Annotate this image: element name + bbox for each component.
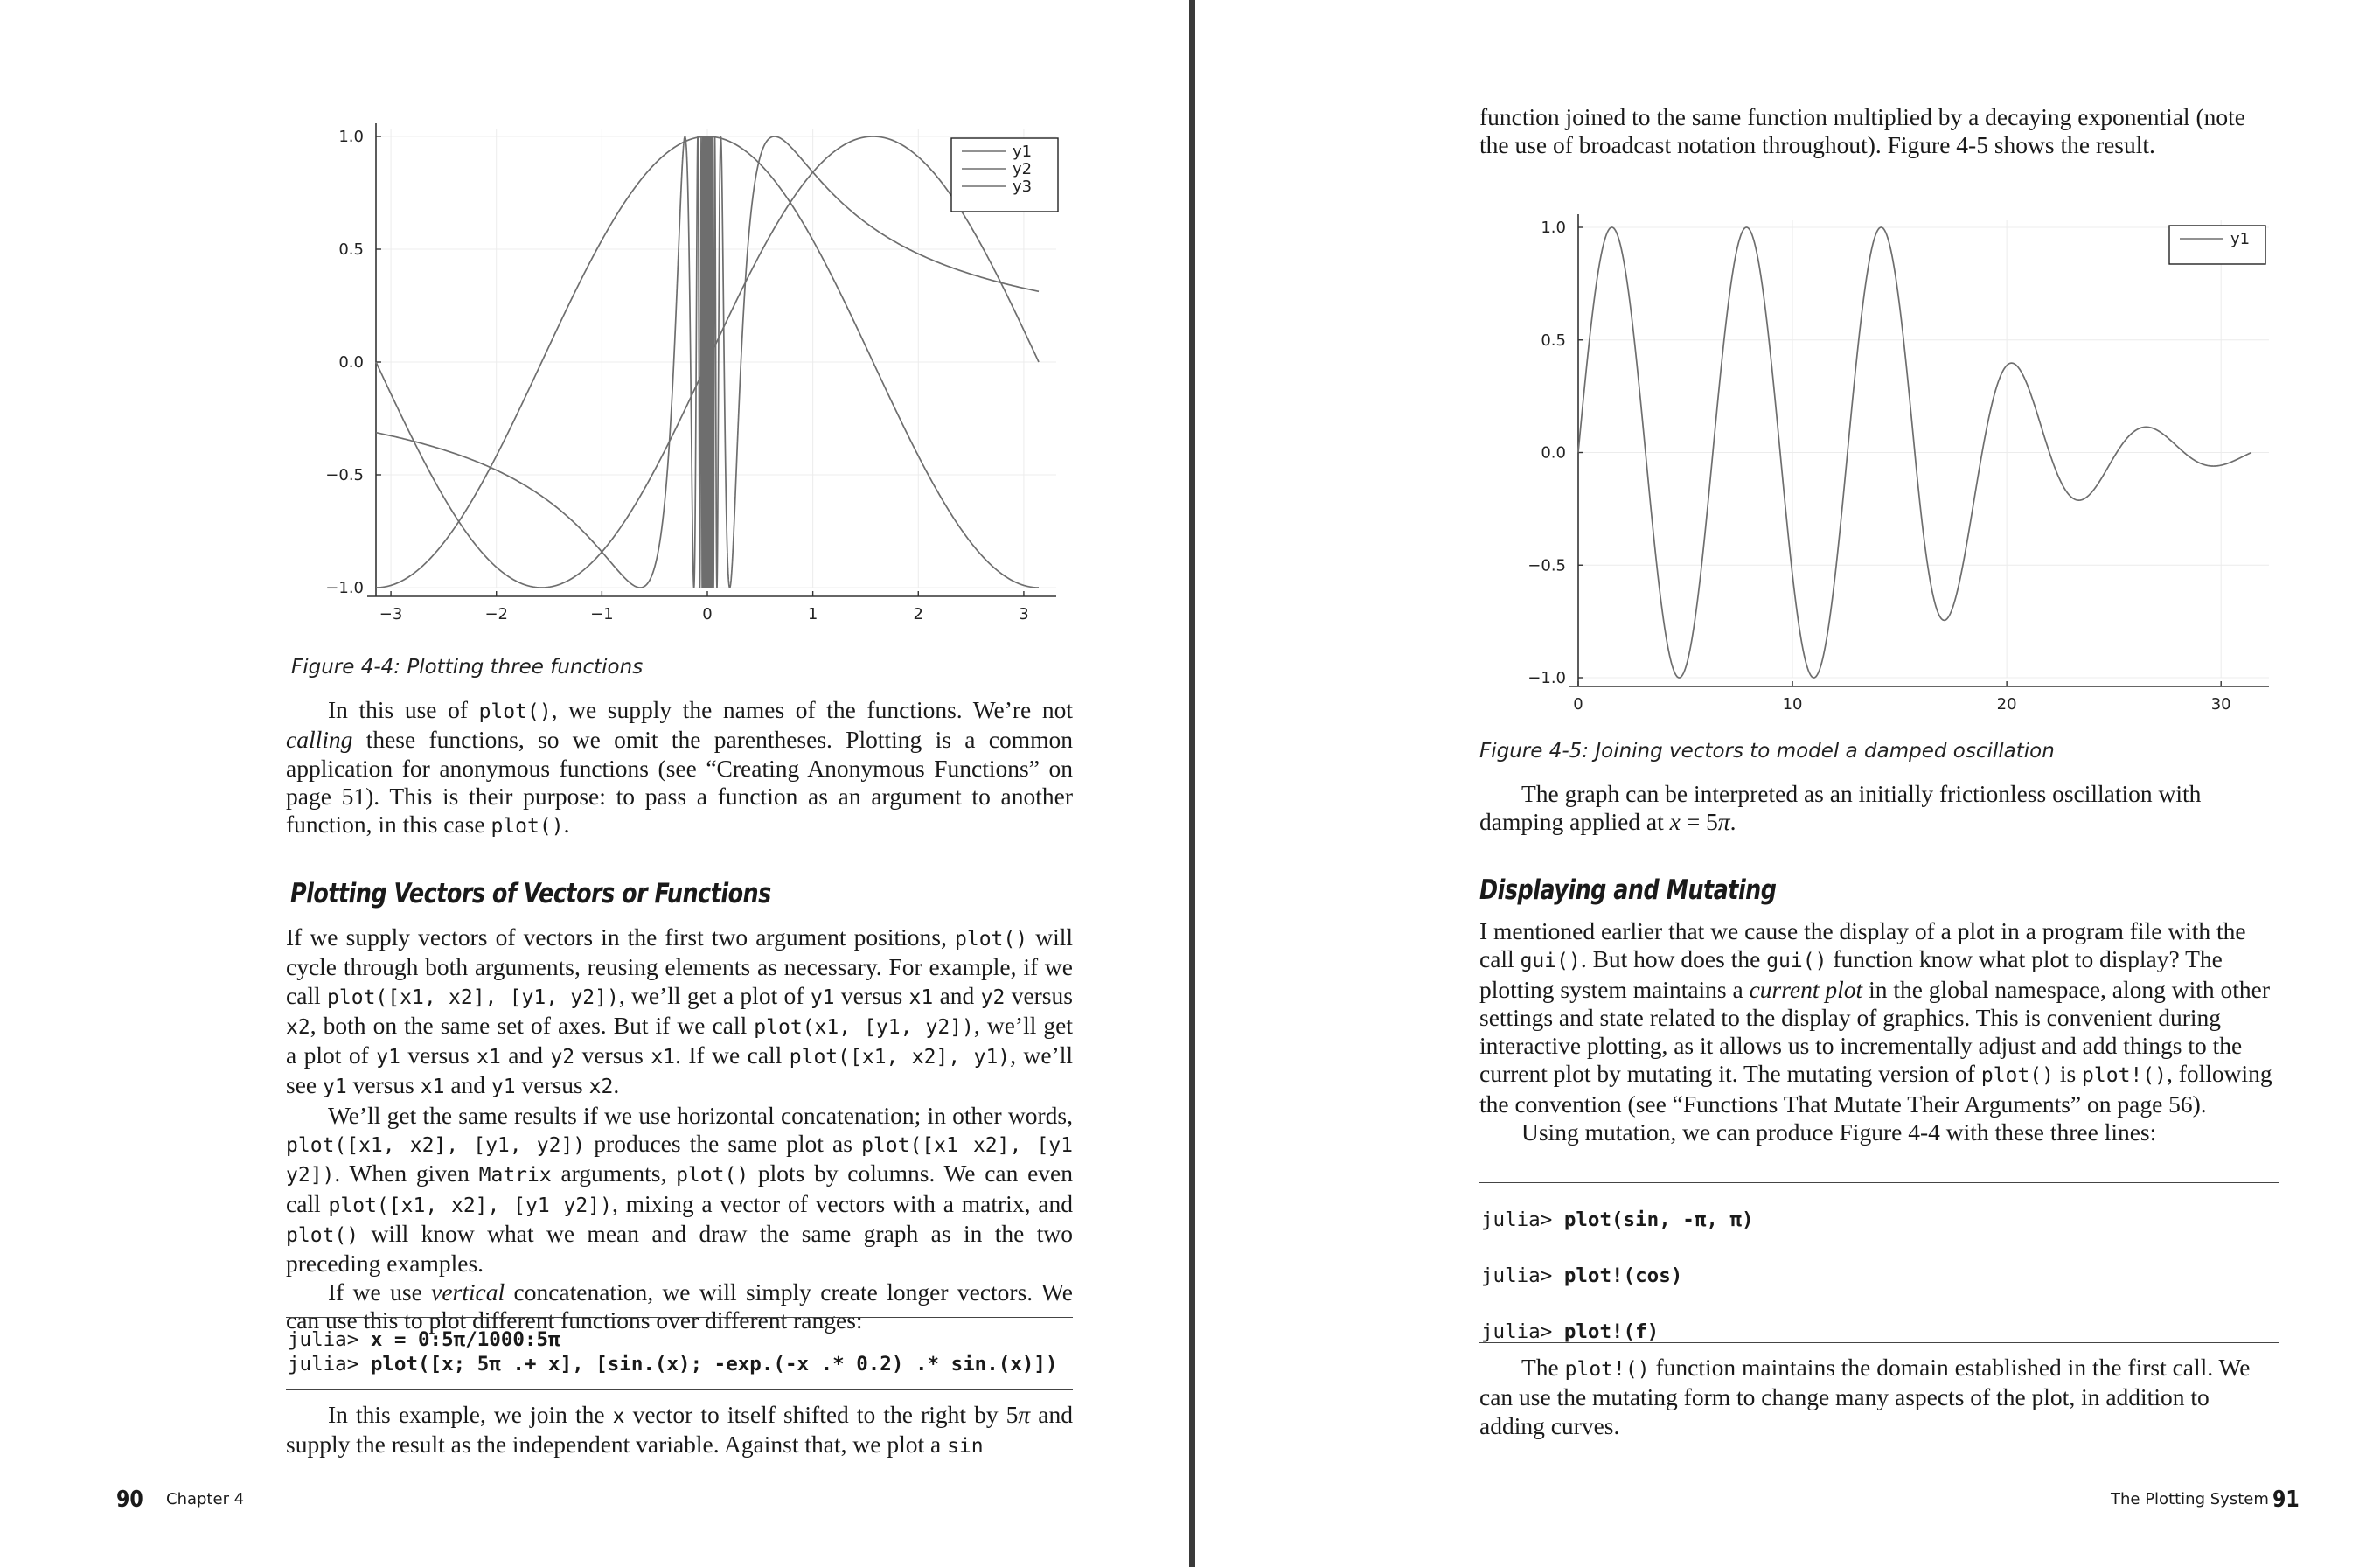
paragraph-current-plot: I mentioned earlier that we cause the display of a plot in a program file with the call gui(). But how does the gui() function know what plot to display? The plotting system maintains a current plot in the global namespace, along with other settings and state related to the display of graphics. This is convenient during interactive plotting, as it allows us to incrementally adjust and add things to the current plot by mutating it. The mutating version of plot() is plot!(), following the convention (see “Functions That Mutate Their Arguments” on page 56). bbox=[1479, 917, 2272, 1118]
code-rule-bottom bbox=[286, 1389, 1073, 1390]
paragraph-vertical-concatenation: If we use vertical concatenation, we will simply create longer vectors. We can use this to plot different functions over different ranges: bbox=[286, 1278, 1073, 1334]
right-body-lower bbox=[1479, 917, 2279, 1146]
chapter-label: Chapter 4 bbox=[166, 1490, 245, 1508]
x-tick-label: 0 bbox=[702, 605, 713, 623]
x-tick-label: 3 bbox=[1019, 605, 1029, 623]
figure-4-5-chart bbox=[1473, 201, 2295, 726]
x-tick-label: 30 bbox=[2210, 695, 2231, 714]
x-tick-label: −3 bbox=[379, 605, 403, 623]
legend-box bbox=[2169, 226, 2265, 264]
y-tick-label: 0.5 bbox=[338, 240, 364, 259]
x-tick-label: 1 bbox=[807, 605, 818, 623]
code-rule-top bbox=[1479, 1182, 2279, 1183]
y-tick-label: −0.5 bbox=[1528, 556, 1566, 575]
right-page bbox=[1195, 0, 2380, 1567]
paragraph-anonymous-functions: In this use of plot(), we supply the names of the functions. We’re not calling these functions, so we omit the parentheses. Plotting is a common application for anonymous functions (see “Creating Anonymous Functions” on page 51). This is their purpose: to pass a function as an argument to another function, in this case plot(). bbox=[286, 696, 1073, 839]
legend-label: y1 bbox=[1013, 143, 1033, 161]
code-line: julia> plot!(f) bbox=[1481, 1320, 1660, 1343]
figure-4-5-caption: Figure 4-5: Joining vectors to model a damped oscillation bbox=[1479, 740, 2055, 763]
y-tick-label: 0.0 bbox=[338, 353, 364, 372]
y-tick-label: 1.0 bbox=[338, 128, 364, 146]
section-heading-displaying-mutating: Displaying and Mutating bbox=[1479, 874, 1777, 906]
right-folio bbox=[2272, 1487, 2304, 1513]
paragraph-vectors-of-vectors: If we supply vectors of vectors in the first two argument positions, plot() will cycle through both arguments, reusing elements as necessary. For example, if we call plot([x1, x2], [y1, y2]), we’ll get a plot of y1 versus x1 and y2 versus x2, both on the same set of axes. But if we call plot(x1, [y1, y2]), we’ll get a plot of y1 versus x1 and y2 versus x1. If we call plot([x1, x2], y1), we’ll see y1 versus x1 and y1 versus x2. bbox=[286, 923, 1074, 1099]
y-tick-label: −0.5 bbox=[325, 466, 364, 484]
book-spine bbox=[1189, 0, 1195, 1567]
y-tick-label: 0.5 bbox=[1541, 331, 1566, 350]
right-body-mid bbox=[1479, 780, 2279, 837]
code-block-right bbox=[1481, 1192, 1754, 1360]
page-number: 90 bbox=[116, 1487, 143, 1513]
left-body-upper bbox=[286, 696, 1073, 840]
paragraph-join-vector: In this example, we join the x vector to itself shifted to the right by 5π and supply the result as the independent variable. Against that, we plot a sin bbox=[286, 1401, 1073, 1459]
x-tick-label: 20 bbox=[1996, 695, 2017, 714]
legend-label: y2 bbox=[1013, 160, 1033, 178]
left-body-end bbox=[286, 1401, 1073, 1461]
section-heading-vectors-of-vectors: Plotting Vectors of Vectors or Functions bbox=[290, 878, 771, 909]
x-tick-label: 0 bbox=[1573, 695, 1583, 714]
chart-legend bbox=[951, 138, 1058, 212]
y-tick-label: 0.0 bbox=[1541, 443, 1566, 463]
page-number: 91 bbox=[2272, 1487, 2300, 1513]
left-page bbox=[0, 0, 1189, 1567]
left-folio bbox=[116, 1487, 148, 1513]
x-tick-label: 10 bbox=[1782, 695, 1803, 714]
y-tick-label: −1.0 bbox=[325, 579, 364, 597]
code-line: julia> x = 0:5π/1000:5π bbox=[288, 1328, 560, 1351]
legend-label: y3 bbox=[1013, 178, 1033, 196]
left-body-lower bbox=[286, 923, 1073, 1334]
paragraph-damping: The graph can be interpreted as an initially frictionless oscillation with damping applied at x = 5π. bbox=[1479, 780, 2202, 836]
right-body-end bbox=[1479, 1354, 2279, 1440]
code-line: julia> plot(sin, -π, π) bbox=[1481, 1208, 1754, 1231]
left-running-head bbox=[166, 1490, 244, 1508]
legend-label: y1 bbox=[2230, 230, 2251, 248]
chapter-title-label: The Plotting System bbox=[2111, 1490, 2269, 1508]
code-block-left bbox=[288, 1327, 1058, 1376]
legend-box bbox=[951, 138, 1058, 212]
paragraph-horizontal-concatenation: We’ll get the same results if we use horizontal concatenation; in other words, plot([x1, x2], [y1, y2]) produces the same plot as plot([x1 x2], [y1 y2]). When given Matrix arguments, plot() plots by columns. We can even call plot([x1, x2], [y1 y2]), mixing a vector of vectors with a matrix, and plot() will know what we mean and draw the same graph as in the two preceding examples. bbox=[286, 1101, 1073, 1278]
x-tick-label: −1 bbox=[590, 605, 614, 623]
paragraph-domain: The plot!() function maintains the domain established in the first call. We can use the mutating form to change many aspects of the plot, in addition to adding curves. bbox=[1479, 1354, 2251, 1439]
right-body-top bbox=[1479, 103, 2279, 160]
code-rule-top bbox=[286, 1317, 1073, 1318]
x-tick-label: −2 bbox=[484, 605, 508, 623]
right-running-head bbox=[2111, 1490, 2269, 1508]
figure-4-4-chart bbox=[280, 112, 1084, 637]
figure-4-4-caption: Figure 4-4: Plotting three functions bbox=[291, 656, 644, 679]
code-rule-bottom bbox=[1479, 1342, 2279, 1343]
y-tick-label: 1.0 bbox=[1541, 219, 1566, 237]
y-tick-label: −1.0 bbox=[1528, 669, 1566, 687]
code-line: julia> plot!(cos) bbox=[1481, 1264, 1683, 1287]
chart-legend bbox=[2169, 226, 2265, 264]
paragraph-continuation: function joined to the same function multiplied by a decaying exponential (note the use of broadcast notation throughout). Figure 4-5 shows the result. bbox=[1479, 103, 2245, 159]
code-line: julia> plot([x; 5π .+ x], [sin.(x); -exp.(-x .* 0.2) .* sin.(x)]) bbox=[288, 1353, 1058, 1375]
x-tick-label: 2 bbox=[913, 605, 924, 623]
paragraph-using-mutation: Using mutation, we can produce Figure 4-4 with these three lines: bbox=[1521, 1118, 2157, 1146]
